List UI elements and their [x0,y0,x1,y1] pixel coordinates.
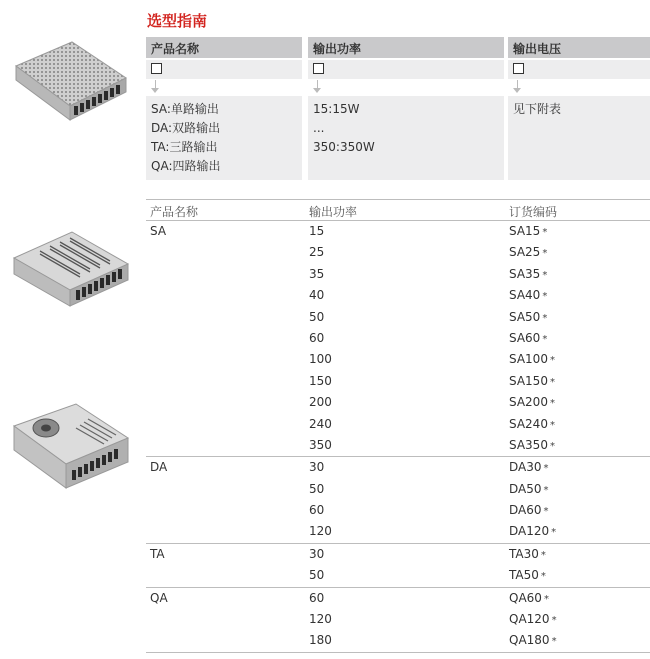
order-code: SA25 [509,245,541,260]
cell-output-power: 200 [309,395,332,410]
cell-output-power: 50 [309,568,325,583]
cell-order-code [509,417,555,431]
guide-option: 见下附表 [513,102,562,116]
cell-output-power: 30 [309,546,325,561]
asterisk-icon: * [551,636,557,648]
asterisk-icon: * [549,440,555,452]
guide-output-voltage-header: 输出电压 [508,37,650,58]
table-row [146,349,650,370]
table-group [146,588,650,653]
table-row [146,630,650,651]
cell-order-code [509,288,547,302]
cell-product-name: DA [150,460,168,475]
asterisk-icon: * [549,398,555,410]
table-row [146,307,650,328]
guide-option: TA:三路输出 [151,140,218,154]
cell-order-code [509,352,555,366]
asterisk-icon: * [543,593,549,605]
cell-order-code [509,395,555,409]
page-title: 选型指南 [147,12,208,30]
asterisk-icon: * [542,312,548,324]
cell-product-name: TA [150,546,165,561]
order-code: QA180 [509,633,550,648]
cell-output-power: 150 [309,373,332,388]
asterisk-icon: * [543,463,549,475]
cell-order-code [509,374,555,388]
checkbox-icon[interactable] [151,63,162,74]
cell-output-power: 50 [309,309,325,324]
asterisk-icon: * [540,549,546,561]
guide-option: 350:350W [313,140,375,154]
order-code: DA120 [509,524,550,539]
asterisk-icon: * [549,376,555,388]
cell-output-power: 60 [309,330,325,345]
table-group [146,221,650,457]
order-code-table [146,199,650,653]
checkbox-icon[interactable] [313,63,324,74]
cell-order-code [509,612,557,626]
table-row [146,414,650,435]
cell-order-code [509,503,549,517]
guide-product-name-column [146,37,302,180]
guide-output-voltage-column [508,37,650,180]
table-row [146,435,650,456]
asterisk-icon: * [542,269,548,281]
table-row [146,457,650,478]
order-code: QA120 [509,612,550,627]
cell-product-name: QA [150,590,168,605]
guide-option: DA:双路输出 [151,121,221,135]
cell-output-power: 60 [309,503,325,518]
table-row [146,328,650,349]
order-code: DA50 [509,481,542,496]
order-code: SA60 [509,330,541,345]
table-row [146,521,650,542]
cell-output-power: 40 [309,288,325,303]
cell-order-code [509,482,549,496]
cell-output-power: 60 [309,590,325,605]
cell-output-power: 50 [309,481,325,496]
asterisk-icon: * [542,333,548,345]
guide-output-power-header: 输出功率 [308,37,504,58]
asterisk-icon: * [542,227,548,238]
order-code: SA35 [509,266,541,281]
cell-order-code [509,331,547,345]
guide-option: SA:单路输出 [151,102,219,116]
power-supply-image-slotted [10,228,132,314]
guide-option: QA:四路输出 [151,159,221,173]
header-order-code: 订货编码 [509,205,558,219]
order-code: TA50 [509,568,539,583]
cell-order-code [509,568,546,582]
guide-product-name-options [146,96,302,180]
header-output-power: 输出功率 [309,205,358,219]
guide-product-name-input [146,60,302,79]
cell-order-code [509,310,547,324]
table-row [146,285,650,306]
table-row [146,479,650,500]
table-row [146,565,650,586]
order-code: SA40 [509,288,541,303]
header-product-name: 产品名称 [150,205,199,219]
order-code: DA60 [509,503,542,518]
order-code: SA200 [509,395,548,410]
cell-output-power: 30 [309,460,325,475]
cell-output-power: 25 [309,245,325,260]
cell-output-power: 120 [309,612,332,627]
checkbox-icon[interactable] [513,63,524,74]
guide-output-voltage-options [508,96,650,180]
guide-output-power-input [308,60,504,79]
cell-output-power: 35 [309,266,325,281]
asterisk-icon: * [542,291,548,303]
table-group [146,544,650,588]
cell-output-power: 100 [309,352,332,367]
cell-order-code [509,438,555,452]
cell-output-power: 120 [309,524,332,539]
order-code: SA350 [509,437,548,452]
down-arrow-icon [308,79,504,96]
table-row [146,242,650,263]
cell-order-code [509,547,546,561]
cell-order-code [509,591,549,605]
cell-order-code [509,633,557,647]
asterisk-icon: * [542,248,548,260]
cell-order-code [509,524,556,538]
table-row [146,392,650,413]
cell-order-code [509,460,549,474]
table-row [146,609,650,630]
order-code: DA30 [509,460,542,475]
table-row [146,588,650,609]
asterisk-icon: * [549,419,555,431]
guide-output-power-options [308,96,504,180]
cell-order-code [509,224,547,238]
table-row [146,371,650,392]
cell-product-name: SA [150,224,167,238]
asterisk-icon: * [551,615,557,627]
order-code: SA150 [509,373,548,388]
guide-product-name-header: 产品名称 [146,37,302,58]
power-supply-image-perforated [12,38,130,128]
order-code: QA60 [509,590,542,605]
table-row [146,264,650,285]
asterisk-icon: * [543,484,549,496]
cell-order-code [509,267,547,281]
table-group [146,457,650,544]
asterisk-icon: * [549,355,555,367]
cell-output-power: 240 [309,416,332,431]
table-body [146,221,650,653]
cell-output-power: 350 [309,437,332,452]
cell-output-power: 180 [309,633,332,648]
power-supply-image-fan [10,400,132,496]
asterisk-icon: * [543,506,549,518]
order-code: SA100 [509,352,548,367]
down-arrow-icon [146,79,302,96]
guide-option: 15:15W [313,102,360,116]
table-header [146,199,650,221]
guide-output-power-column [308,37,504,180]
cell-order-code [509,245,547,259]
asterisk-icon: * [551,527,557,539]
order-code: SA50 [509,309,541,324]
table-row [146,544,650,565]
cell-output-power: 15 [309,224,325,238]
order-code: TA30 [509,546,539,561]
asterisk-icon: * [540,571,546,583]
table-row [146,221,650,242]
guide-option: ... [313,121,325,135]
down-arrow-icon [508,79,650,96]
order-code: SA240 [509,416,548,431]
order-code: SA15 [509,224,541,238]
table-row [146,500,650,521]
guide-output-voltage-input [508,60,650,79]
